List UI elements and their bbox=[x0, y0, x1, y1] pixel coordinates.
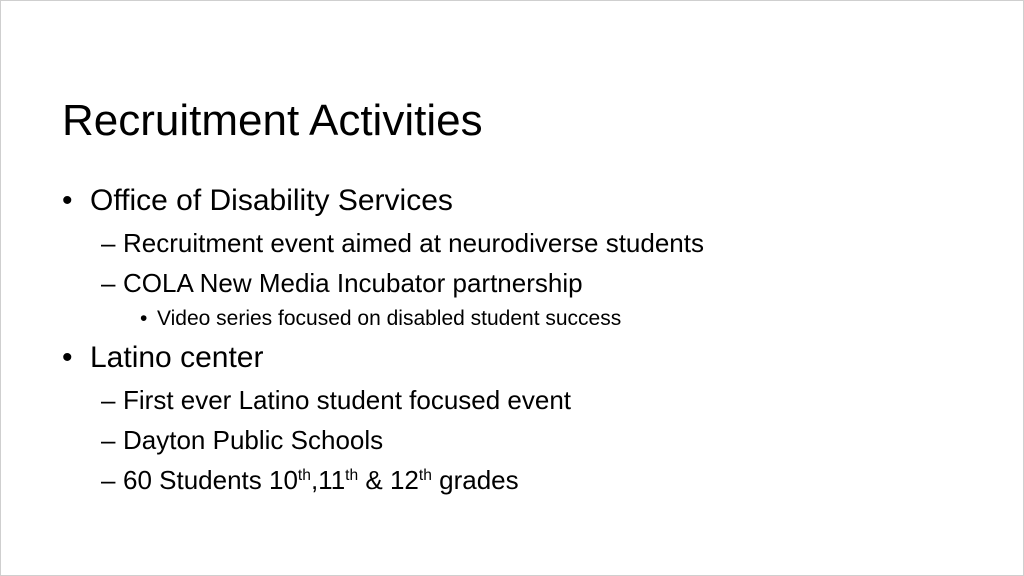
dash-marker: – bbox=[101, 465, 116, 495]
sub-bullet-text: 60 Students 10th,11th & 12th grades bbox=[123, 465, 519, 495]
sub-bullet-item bbox=[101, 384, 571, 416]
sub-bullet-text: Recruitment event aimed at neurodiverse students bbox=[123, 228, 704, 258]
bullet-item bbox=[62, 340, 263, 376]
superscript: th bbox=[345, 467, 359, 485]
sub-bullet-text: Dayton Public Schools bbox=[123, 425, 384, 455]
sub-bullet-item bbox=[101, 267, 583, 299]
dash-marker: – bbox=[101, 425, 116, 455]
bullet-marker: • bbox=[140, 307, 148, 330]
sub-bullet-item bbox=[101, 227, 704, 259]
bullet-text: Office of Disability Services bbox=[90, 184, 453, 217]
sub-sub-bullet-text: Video series focused on disabled student success bbox=[157, 307, 622, 330]
sub-bullet-text: COLA New Media Incubator partnership bbox=[123, 268, 583, 298]
dash-marker: – bbox=[101, 268, 116, 298]
dash-marker: – bbox=[101, 228, 116, 258]
dash-marker: – bbox=[101, 385, 116, 415]
bullet-marker: • bbox=[62, 184, 73, 217]
superscript: th bbox=[297, 467, 311, 485]
sub-bullet-text: First ever Latino student focused event bbox=[123, 385, 572, 415]
superscript: th bbox=[418, 467, 432, 485]
sub-sub-bullet-item bbox=[140, 306, 621, 332]
slide-title: Recruitment Activities bbox=[62, 96, 483, 145]
sub-bullet-item bbox=[101, 464, 519, 496]
bullet-marker: • bbox=[62, 341, 73, 374]
bullet-text: Latino center bbox=[90, 341, 264, 374]
sub-bullet-item bbox=[101, 424, 383, 456]
bullet-item bbox=[62, 183, 453, 219]
